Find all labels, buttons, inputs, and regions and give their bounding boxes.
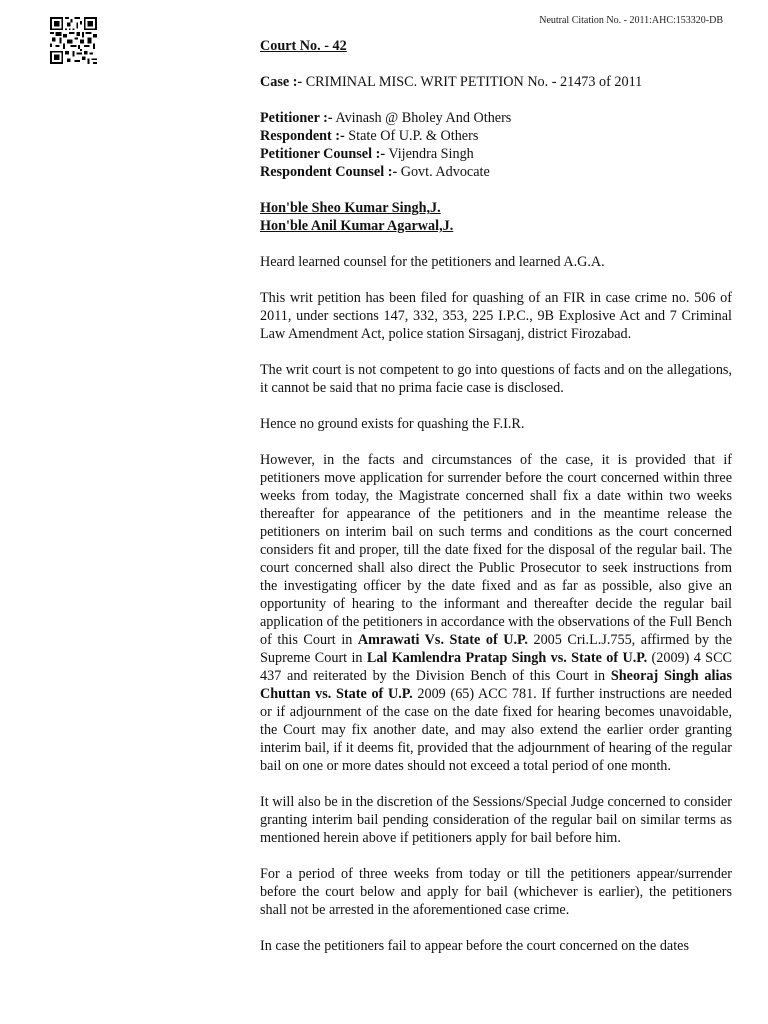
court-number: Court No. - 42 — [260, 38, 347, 54]
paragraph-writ-court: The writ court is not competent to go into questions of facts and on the allegations, it cannot be said that no prima facie case is disclosed. — [260, 362, 732, 396]
judge-1: Hon'ble Sheo Kumar Singh,J. — [260, 200, 441, 216]
parties-block — [260, 109, 732, 181]
case-line: Case :- CRIMINAL MISC. WRIT PETITION No. - 21473 of 2011 — [260, 74, 643, 90]
neutral-citation: Neutral Citation No. - 2011:AHC:153320-DB — [539, 15, 723, 26]
paragraph-no-arrest: For a period of three weeks from today or till the petitioners appear/surrender before the court below and apply for bail (whichever is earlier), the petitioners shall not be arrested in the aforementioned case crime. — [260, 866, 732, 918]
judge-2: Hon'ble Anil Kumar Agarwal,J. — [260, 218, 454, 234]
paragraph-no-ground: Hence no ground exists for quashing the F.I.R. — [260, 416, 525, 432]
paragraph-fail-to-appear: In case the petitioners fail to appear before the court concerned on the dates — [260, 938, 689, 954]
paragraph-interim-bail: However, in the facts and circumstances of the case, it is provided that if petitioners move application for surrender before the court concerned within three weeks from today, the Magistrate concerned shall fix a date within two weeks thereafter for appearance of the petitioners and in the meantime release the petitioners on interim bail on such terms and conditions as the court concerned considers fit and proper, till the date fixed for the disposal of the regular bail. The court concerned shall also direct the Public Prosecutor to seek instructions from the investigating officer by the date fixed and as far as possible, also give an opportunity of hearing to the informant and thereafter decide the regular bail application of the petitioners in accordance with the observations of the Full Bench of this Court in Amrawati Vs. State of U.P. 2005 Cri.L.J.755, affirmed by the Supreme Court in Lal Kamlendra Pratap Singh vs. State of U.P. (2009) 4 SCC 437 and reiterated by the Division Bench of this Court in Sheoraj Singh alias Chuttan vs. State of U.P. 2009 (65) ACC 781. If further instructions are needed or if adjournment of the case on the date fixed for hearing becomes unavoidable, the Court may fix another date, and may also extend the earlier order granting interim bail, if it deems fit, provided that the adjournment of hearing of the regular bail on one or more dates should not exceed a total period of one month. — [260, 452, 733, 774]
respondent-line: Respondent :- State Of U.P. & Others — [260, 128, 479, 144]
qr-code — [50, 17, 97, 64]
bench-block — [260, 199, 732, 235]
paragraph-heard: Heard learned counsel for the petitioners and learned A.G.A. — [260, 254, 605, 270]
judgment-body — [260, 37, 732, 973]
petitioner-line: Petitioner :- Avinash @ Bholey And Others — [260, 110, 512, 126]
petitioner-counsel-line: Petitioner Counsel :- Vijendra Singh — [260, 146, 474, 162]
respondent-counsel-line: Respondent Counsel :- Govt. Advocate — [260, 164, 490, 180]
paragraph-sessions-judge: It will also be in the discretion of the Sessions/Special Judge concerned to consider granting interim bail pending consideration of the regular bail on similar terms as mentioned herein above if petitioners apply for bail before him. — [260, 794, 732, 846]
paragraph-petition-filed: This writ petition has been filed for quashing of an FIR in case crime no. 506 of 2011, under sections 147, 332, 353, 225 I.P.C., 9B Explosive Act and 7 Criminal Law Amendment Act, police station Sirsaganj, district Firozabad. — [260, 290, 732, 342]
